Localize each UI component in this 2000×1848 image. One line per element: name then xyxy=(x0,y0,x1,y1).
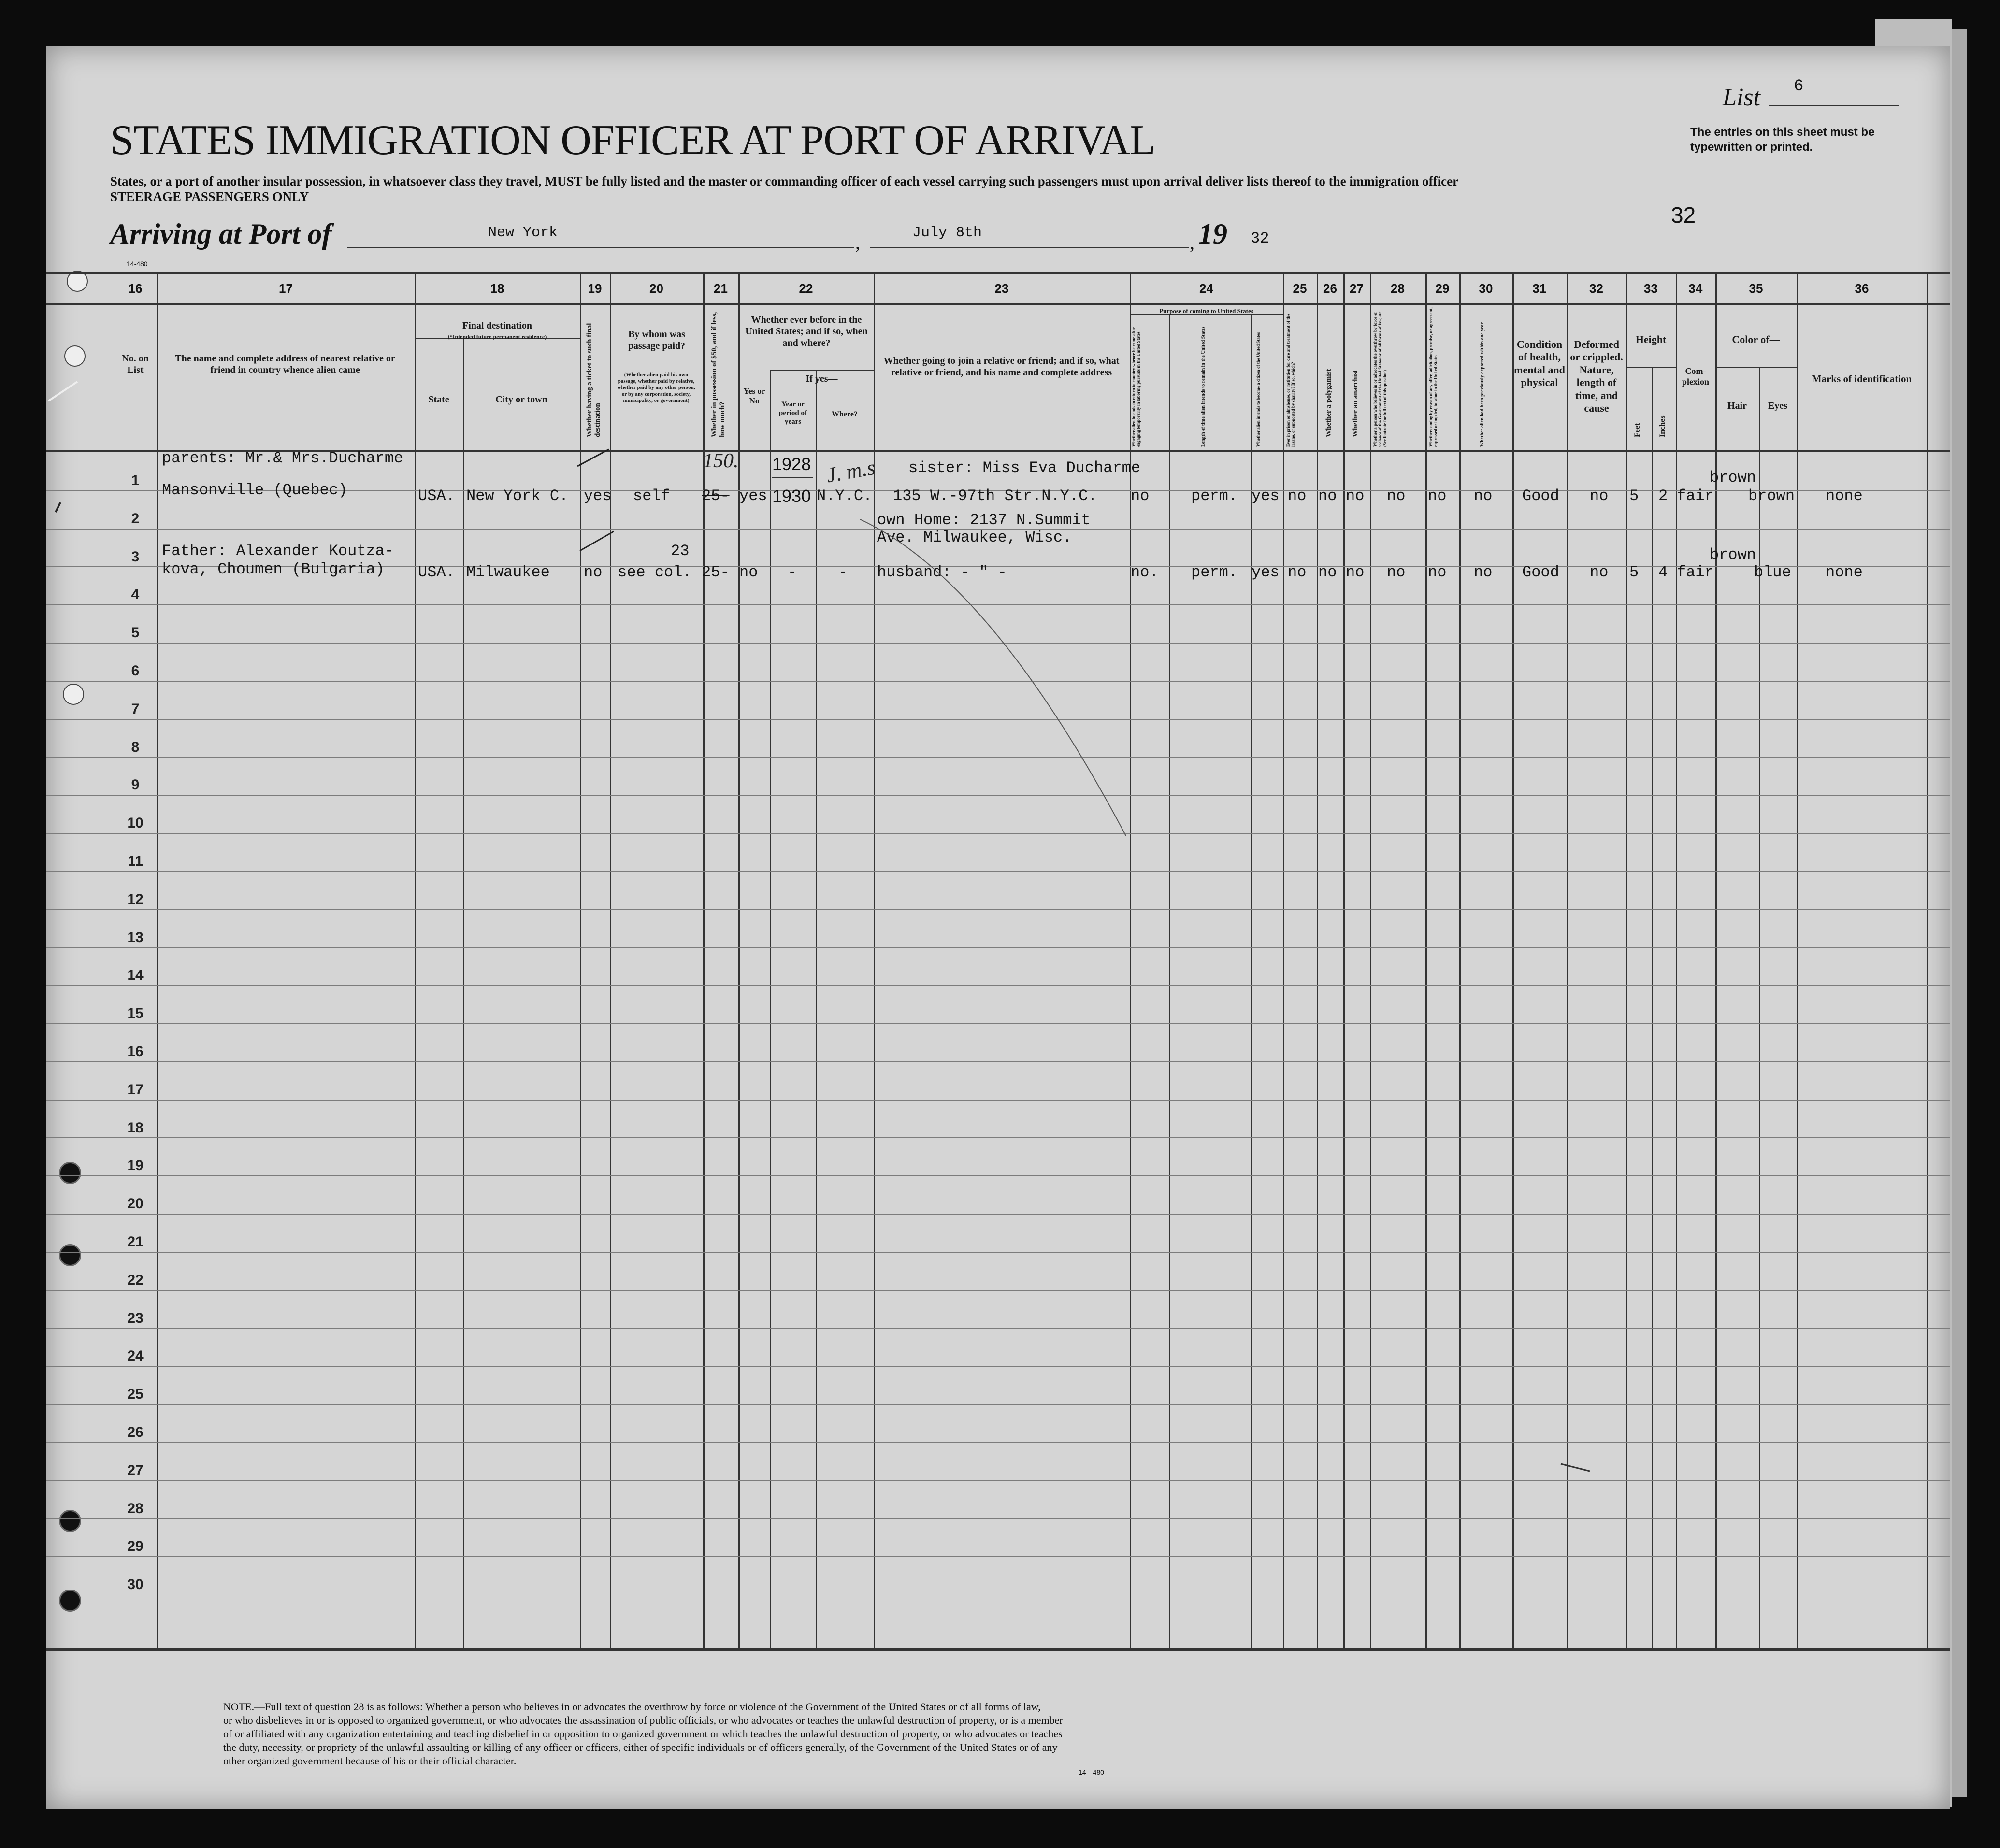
entry-3-citizen: yes xyxy=(1252,563,1280,581)
header-passage-note: (Whether alien paid his own passage, whether paid by relative, whether paid by any other person, or by any corporation, society, municipality, or government) xyxy=(617,372,695,403)
entry-3-state: USA. xyxy=(418,563,455,581)
steerage-label: STEERAGE PASSENGERS ONLY xyxy=(110,189,309,204)
header-money: Whether in possession of $50, and if less, how much? xyxy=(710,312,726,437)
row-number: 29 xyxy=(127,1538,144,1554)
header-eyes: Eyes xyxy=(1768,401,1787,411)
row-number: 21 xyxy=(127,1234,144,1250)
header-height: Height xyxy=(1635,333,1667,345)
entry-1-overthrow: no xyxy=(1387,487,1406,505)
row-number: 15 xyxy=(127,1005,144,1021)
row-number: 1 xyxy=(131,473,140,488)
entry-1-relative-line2: Mansonville (Quebec) xyxy=(162,481,348,499)
entry-1-hair: brown xyxy=(1710,469,1756,487)
entry-1-labor: no xyxy=(1428,487,1447,505)
entry-3-city: Milwaukee xyxy=(466,563,550,581)
col-num-31: 31 xyxy=(1532,281,1547,296)
entry-3-complexion: fair xyxy=(1677,563,1714,581)
footnote-line: NOTE.—Full text of question 28 is as follows: Whether a person who believes in or advocates the overthrow by force or violence of the Government of the United States or of all forms of law, xyxy=(223,1701,1041,1713)
footnote-line: of or affiliated with any organization entertaining and teaching disbelief in or opposition to organized government or which teaches the unlawful destruction of property, or who advocates or teaches xyxy=(223,1728,1063,1740)
entry-3-marks: none xyxy=(1826,563,1863,581)
entry-1-deformed: no xyxy=(1590,487,1609,505)
header-year: Year or period of years xyxy=(779,401,807,426)
entry-1-length: perm. xyxy=(1191,487,1238,505)
row-number: 18 xyxy=(127,1120,144,1136)
footnote-line: the duty, necessity, or propriety of the unlawful assaulting or killing of any officer or officers, either of specific individuals or of officers generally, of the Government of the United States or of any xyxy=(223,1741,1058,1753)
col-num-23: 23 xyxy=(994,281,1009,296)
entry-1-passage: self xyxy=(633,487,670,505)
row-number: 22 xyxy=(127,1272,144,1288)
entry-3-before: no xyxy=(739,563,758,581)
row-number: 12 xyxy=(127,891,144,907)
entry-3-money: 25- xyxy=(702,563,730,581)
entry-1-join-line2: 135 W.-97th Str.N.Y.C. xyxy=(893,487,1097,505)
arriving-label: Arriving at Port of xyxy=(110,218,332,250)
header-complexion: Com-plexion xyxy=(1682,366,1709,387)
row-number: 3 xyxy=(131,549,140,565)
row-number: 17 xyxy=(127,1082,144,1098)
header-hair: Hair xyxy=(1727,401,1747,411)
entry-3-relative-line2: kova, Choumen (Bulgaria) xyxy=(162,560,385,578)
footnote-line: other organized government because of his or their official character. xyxy=(223,1755,517,1767)
entry-2-join-line2: Ave. Milwaukee, Wisc. xyxy=(877,529,1072,546)
header-state: State xyxy=(428,394,449,405)
entry-1-return: no xyxy=(1131,487,1150,505)
col-num-21: 21 xyxy=(714,281,728,296)
entry-1-relative-line1: parents: Mr.& Mrs.Ducharme xyxy=(162,449,403,467)
col-num-27: 27 xyxy=(1350,281,1364,296)
entry-3-inches: 4 xyxy=(1658,563,1668,581)
col-num-16: 16 xyxy=(128,281,143,296)
entry-3-passage: see col. xyxy=(618,563,692,581)
row-number: 25 xyxy=(127,1386,144,1402)
entry-1-ticket: yes xyxy=(584,487,612,505)
entry-1-year: 1930 xyxy=(772,486,811,506)
header-anarchist: Whether an anarchist xyxy=(1352,370,1359,437)
row-number: 4 xyxy=(131,587,140,602)
entry-3-health: Good xyxy=(1522,563,1559,581)
header-nearest-relative: The name and complete address of nearest relative or friend in country whence alien came xyxy=(175,353,395,375)
entry-3-feet: 5 xyxy=(1629,563,1639,581)
header-city: City or town xyxy=(495,394,547,405)
row-number: 8 xyxy=(131,739,140,755)
entry-1-polygamist: no xyxy=(1318,487,1337,505)
row-number: 19 xyxy=(127,1158,144,1174)
entry-1-anarchist: no xyxy=(1346,487,1365,505)
col-num-29: 29 xyxy=(1435,281,1450,296)
instruction-line: States, or a port of another insular possession, in whatsoever class they travel, MUST be fully listed and the master or commanding officer of each vessel carrying such passengers must upon arrival deliver lists thereof to the immigration officer xyxy=(110,174,1459,188)
header-where: Where? xyxy=(832,410,858,418)
year-suffix: 32 xyxy=(1251,229,1269,247)
row-number: 20 xyxy=(127,1196,144,1212)
entry-1-eyes: brown xyxy=(1748,487,1795,505)
col-num-19: 19 xyxy=(588,281,602,296)
entry-1-before: yes xyxy=(739,487,767,505)
header-feet: Feet xyxy=(1633,423,1641,437)
col-num-32: 32 xyxy=(1589,281,1603,296)
row-number: 10 xyxy=(127,815,144,831)
col-num-25: 25 xyxy=(1293,281,1307,296)
header-purpose: Purpose of coming to United States xyxy=(1159,307,1253,315)
col-num-36: 36 xyxy=(1855,281,1869,296)
list-label: List xyxy=(1723,84,1761,111)
entry-1-complexion: fair xyxy=(1677,487,1714,505)
row-number: 16 xyxy=(127,1044,144,1060)
row-number: 27 xyxy=(127,1462,144,1478)
entry-1-money-correction: 150. xyxy=(703,450,739,472)
header-color-of: Color of— xyxy=(1732,333,1780,345)
entry-1-join-line1: sister: Miss Eva Ducharme xyxy=(908,459,1141,477)
row-number: 13 xyxy=(127,930,144,945)
entry-3-length: perm. xyxy=(1191,563,1238,581)
footnote-line: or who disbelieves in or is opposed to organized government, or who advocates the assassination of public officials, or who advocates or teaches the unlawful destruction of property, or is a member xyxy=(223,1714,1063,1726)
form-code: 14-480 xyxy=(127,260,148,268)
entry-3-ticket: no xyxy=(584,563,603,581)
entry-1-state: USA. xyxy=(418,487,455,505)
entry-3-year: - xyxy=(788,563,797,581)
port-value: New York xyxy=(488,225,558,241)
entry-3-prison: no xyxy=(1288,563,1307,581)
entry-3-relative-line1: Father: Alexander Koutza- xyxy=(162,542,394,560)
header-before-in-us: Whether ever before in the United States; and if so, when and where? xyxy=(745,315,868,348)
header-prison: Ever in prison or almshouse, or institution for care and treatment of the insane, or supported by charity? If so, which? xyxy=(1286,314,1295,447)
list-number: 6 xyxy=(1794,77,1804,96)
header-overthrow: Whether a person who believes in or advocates the overthrow by force or violence of the Government of the United States or of all forms of law, etc. (See footnote for full text of this question) xyxy=(1373,310,1387,447)
header-no-on-list: No. on List xyxy=(122,353,149,375)
entry-1-deported: no xyxy=(1474,487,1493,505)
row-number: 14 xyxy=(127,967,144,983)
entry-3-anarchist: no xyxy=(1346,563,1365,581)
header-ticket: Whether having a ticket to such final destination xyxy=(586,323,602,437)
header-inches: Inches xyxy=(1658,415,1667,437)
entry-1-feet: 5 xyxy=(1629,487,1639,505)
form-title: STATES IMMIGRATION OFFICER AT PORT OF ARRIVAL xyxy=(110,117,1155,164)
entry-3-deported: no xyxy=(1474,563,1493,581)
col-num-26: 26 xyxy=(1323,281,1337,296)
entry-3-eyes: blue xyxy=(1754,563,1791,581)
entry-1-marks: none xyxy=(1826,487,1863,505)
header-polygamist: Whether a polygamist xyxy=(1325,369,1333,437)
col-num-17: 17 xyxy=(279,281,293,296)
col-num-34: 34 xyxy=(1688,281,1703,296)
entry-3-join: husband: - " - xyxy=(877,563,1007,581)
entry-3-where: - xyxy=(838,563,848,581)
row-number: 30 xyxy=(127,1576,144,1592)
header-final-destination: Final destination xyxy=(462,320,532,331)
entry-1-health: Good xyxy=(1522,487,1559,505)
row-number: 26 xyxy=(127,1424,144,1440)
row-number: 11 xyxy=(128,853,143,869)
row-number: 28 xyxy=(127,1501,144,1517)
header-return-intent: Whether alien intends to return to country whence he came after engaging temporarily in laboring pursuits in the United States xyxy=(1131,327,1141,447)
entry-1-citizen: yes xyxy=(1252,487,1280,505)
entry-3-deformed: no xyxy=(1590,563,1609,581)
entry-3-return: no. xyxy=(1131,563,1159,581)
header-deformed: Deformed or crippled. Nature, length of time, and cause xyxy=(1570,338,1623,414)
header-if-yes: If yes— xyxy=(806,373,838,384)
typewritten-instruction: The entries on this sheet must be typewritten or printed. xyxy=(1690,126,1875,154)
row-number: 7 xyxy=(131,701,140,717)
header-citizen-intent: Whether alien intends to become a citizen of the United States xyxy=(1256,332,1261,447)
entry-1-city: New York C. xyxy=(466,487,569,505)
header-join-relative: Whether going to join a relative or friend; and if so, what relative or friend, and his name and complete address xyxy=(883,356,1120,378)
page-mark: 32 xyxy=(1671,202,1696,228)
header-health: Condition of health, mental and physical xyxy=(1514,338,1565,389)
entry-3-overthrow: no xyxy=(1387,563,1406,581)
header-deported: Whether alien had been previously deported within one year xyxy=(1480,322,1485,447)
form-code-bottom: 14—480 xyxy=(1079,1768,1104,1776)
header-passage: By whom was passage paid? xyxy=(628,329,686,351)
col-num-24: 24 xyxy=(1199,281,1213,296)
entry-1-inches: 2 xyxy=(1658,487,1668,505)
col-num-22: 22 xyxy=(799,281,813,296)
header-final-destination-note: (*Intended future permanent residence) xyxy=(447,333,547,340)
row-number: 5 xyxy=(131,625,140,641)
row-number: 2 xyxy=(131,511,140,527)
col-num-28: 28 xyxy=(1391,281,1405,296)
header-labor-offer: Whether coming by reason of any offer, solicitation, promise, or agreement, expressed or implied, to labor in the United States xyxy=(1428,307,1438,447)
entry-3-polygamist: no xyxy=(1318,563,1337,581)
date-value: July 8th xyxy=(912,225,982,241)
entry-1-prison: no xyxy=(1288,487,1307,505)
row-number: 9 xyxy=(131,777,140,793)
entry-3-labor: no xyxy=(1428,563,1447,581)
header-yes-no: Yes or No xyxy=(743,387,765,406)
col-num-30: 30 xyxy=(1479,281,1493,296)
col-num-33: 33 xyxy=(1644,281,1658,296)
header-length-of-stay: Length of time alien intends to remain in the United States xyxy=(1201,326,1206,447)
row-number: 24 xyxy=(127,1348,144,1364)
col-num-35: 35 xyxy=(1749,281,1763,296)
entry-1-where: N.Y.C. xyxy=(817,487,873,505)
col-num-20: 20 xyxy=(649,281,663,296)
entry-3-passage-note: 23 xyxy=(671,542,690,560)
entry-2-join-line1: own Home: 2137 N.Summit xyxy=(877,511,1091,529)
header-marks: Marks of identification xyxy=(1812,373,1912,385)
year-prefix: 19 xyxy=(1198,218,1227,250)
entry-1-year-top: 1928 xyxy=(772,454,811,474)
entry-3-hair: brown xyxy=(1710,546,1756,564)
col-num-18: 18 xyxy=(490,281,504,296)
row-number: 23 xyxy=(127,1310,144,1326)
entry-1-money: 25- xyxy=(702,487,730,505)
row-number: 6 xyxy=(131,663,140,679)
